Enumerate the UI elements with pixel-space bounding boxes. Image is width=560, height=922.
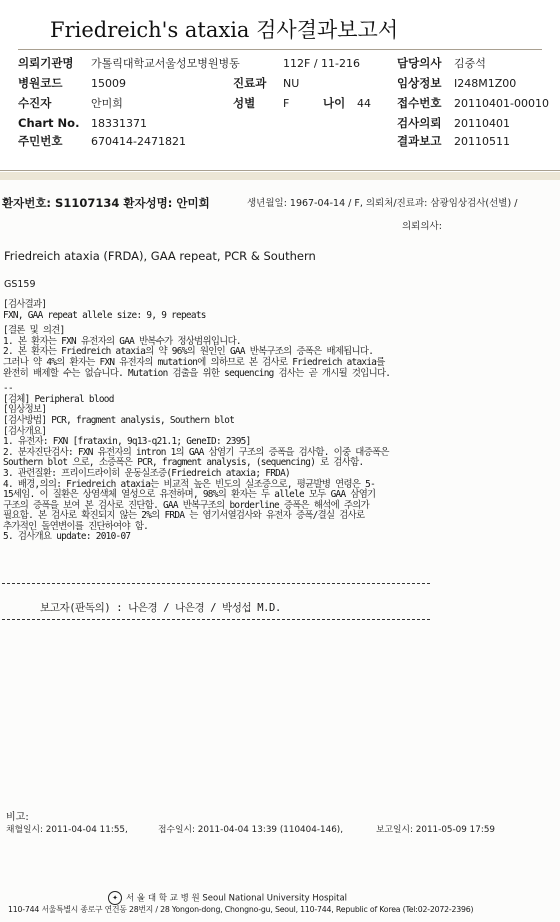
report-line: [결론 및 의견] bbox=[3, 325, 65, 337]
report-line: Southern blot 으로, 소증폭은 PCR, fragment analysis, (sequencing) 로 검사함. bbox=[3, 457, 364, 469]
report-line: 1. 본 환자는 FXN 유전자의 GAA 반복수가 정상범위입니다. bbox=[3, 335, 241, 347]
request-date-value: 20110401 bbox=[454, 117, 510, 130]
header-bottom-divider bbox=[0, 170, 560, 171]
dashed-divider bbox=[2, 619, 430, 620]
report-date-label: 결과보고 bbox=[397, 134, 442, 148]
report-line: 완전히 배제할 수는 없습니다. Mutation 검출을 위한 sequencing 검사는 곧 개시될 것입니다. bbox=[3, 367, 391, 379]
resident-no-value: 670414-2471821 bbox=[91, 135, 186, 148]
dashed-divider bbox=[2, 583, 430, 584]
institution-label: 의뢰기관명 bbox=[18, 56, 74, 70]
receipt-time: 접수일시: 2011-04-04 13:39 (110404-146), bbox=[158, 825, 344, 835]
report-line: 필요함. 본 검사로 확진되지 않는 2%의 FRDA 는 염기서열검사와 유전자 증폭/결실 검사로 bbox=[3, 510, 365, 522]
test-name: Friedreich ataxia (FRDA), GAA repeat, PCR & Southern bbox=[4, 249, 316, 263]
hospital-name bbox=[108, 891, 347, 905]
report-time: 보고일시: 2011-05-09 17:59 bbox=[376, 825, 496, 835]
sex-label: 성별 bbox=[233, 96, 256, 110]
scanned-report bbox=[0, 180, 560, 922]
collection-time: 채혈일시: 2011-04-04 11:55, bbox=[6, 825, 128, 835]
report-line: [검체] Peripheral blood bbox=[3, 393, 114, 405]
department-value: NU bbox=[283, 77, 300, 90]
report-line: 그러나 약 4%의 환자는 FXN 유전자의 mutation에 의하므로 본 검사로 Friedreich ataxia를 bbox=[3, 356, 385, 368]
report-line: 추가적인 돌연변이를 진단하여야 함. bbox=[3, 520, 149, 532]
report-line: [검사결과] bbox=[3, 299, 47, 310]
report-line: 5. 검사개요 update: 2010-07 bbox=[3, 531, 131, 543]
report-date-value: 20110511 bbox=[454, 135, 510, 148]
hospital-code-value: 15009 bbox=[91, 77, 126, 90]
receipt-no-label: 접수번호 bbox=[397, 96, 442, 110]
age-value: 44 bbox=[357, 97, 371, 110]
age-label: 나이 bbox=[323, 96, 346, 110]
clinical-info-value: I248M1Z00 bbox=[454, 77, 517, 90]
patient-value: 안미희 bbox=[91, 97, 123, 110]
hospital-address: 110-744 서울특별시 종로구 연건동 28번지 / 28 Yongon-dong, Chongno-gu, Seoul, 110-744, Republic of Korea (Tel:02-2072-2396) bbox=[8, 905, 474, 914]
report-line: 구조의 증폭을 보여 본 검사로 진단함. GAA 반복구조의 borderline 증폭은 해석에 주의가 bbox=[3, 499, 369, 511]
report-line: [검사방법] PCR, fragment analysis, Southern blot bbox=[3, 414, 235, 426]
report-line: -- bbox=[3, 383, 13, 395]
receipt-no-value: 20110401-00010 bbox=[454, 97, 549, 110]
report-line: 2. 본 환자는 Friedreich ataxia의 약 96%의 원인인 GAA 반복구조의 증폭은 배제됩니다. bbox=[3, 346, 374, 358]
report-header bbox=[0, 0, 560, 172]
report-line: [검사개요] bbox=[3, 425, 47, 437]
request-date-label: 검사의뢰 bbox=[397, 116, 442, 130]
header-divider bbox=[18, 49, 542, 50]
clinical-info-label: 임상정보 bbox=[397, 76, 442, 90]
resident-no-label: 주민번호 bbox=[18, 134, 63, 148]
report-line: 15세임. 이 질환은 상염색체 열성으로 유전하며, 98%의 환자는 두 allele 모두 GAA 삼염기 bbox=[3, 489, 376, 501]
hospital-name-text: 서 울 대 학 교 병 원 Seoul National University Hospital bbox=[126, 893, 348, 904]
chart-no-label: Chart No. bbox=[18, 116, 80, 130]
reporter-line: 보고자(판독의) : 나은경 / 나은경 / 박성섭 M.D. bbox=[40, 602, 281, 614]
report-body bbox=[3, 300, 558, 543]
report-line: FXN, GAA repeat allele size: 9, 9 repeats bbox=[3, 309, 206, 321]
report-line: [임상정보] bbox=[3, 404, 47, 416]
test-code: GS159 bbox=[4, 279, 36, 290]
patient-label: 수진자 bbox=[18, 96, 52, 110]
hospital-code-label: 병원코드 bbox=[18, 76, 63, 90]
ward-value: 112F / 11-216 bbox=[283, 57, 360, 70]
report-title: Friedreich's ataxia 검사결과보고서 bbox=[50, 18, 399, 42]
department-label: 진료과 bbox=[233, 76, 267, 90]
sex-value: F bbox=[283, 97, 290, 110]
report-line: 1. 유전자: FXN [frataxin, 9q13-q21.1; GeneID: 2395] bbox=[3, 436, 251, 448]
birth-referral-line: 생년월일: 1967-04-14 / F, 의뢰처/진료과: 삼광임상검사(선별) / bbox=[247, 198, 518, 209]
note-label: 비고: bbox=[6, 812, 29, 823]
report-line: 3. 관련질환: 프리이드라이히 운동실조증(Friedreich ataxia; FRDA) bbox=[3, 467, 290, 479]
hospital-logo-icon: ✦ bbox=[108, 891, 122, 905]
referring-doctor-label: 의뢰의사: bbox=[402, 221, 442, 232]
report-line: 4. 배경,의의: Friedreich ataxia는 비교적 높은 빈도의 실조증으로, 평균발병 연령은 5- bbox=[3, 478, 376, 490]
physician-value: 김중석 bbox=[454, 57, 486, 70]
chart-no-value: 18331371 bbox=[91, 117, 147, 130]
physician-label: 담당의사 bbox=[397, 56, 442, 70]
report-line: 2. 분자진단검사: FXN 유전자의 intron 1의 GAA 삼염기 구조의 증폭을 검사함. 이중 대증폭은 bbox=[3, 446, 389, 458]
patient-id-line: 환자번호: S1107134 환자성명: 안미희 bbox=[2, 196, 210, 210]
institution-value: 가톨릭대학교서울성모병원병동 bbox=[91, 57, 240, 70]
